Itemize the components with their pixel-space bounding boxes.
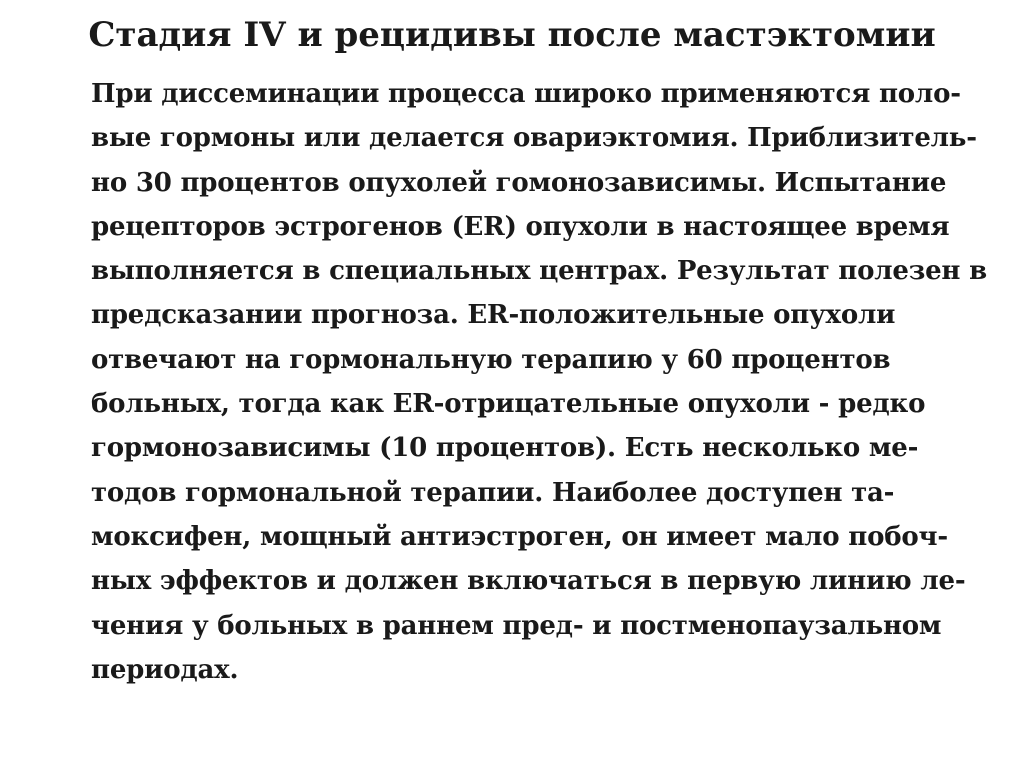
slide-body-text xyxy=(91,72,1011,692)
text-line: При диссеминации процесса широко применяются поло- xyxy=(91,79,961,109)
text-line: больных, тогда как ER-отрицательные опухоли - редко xyxy=(91,389,926,420)
text-line: предсказании прогноза. ER-положительные опухоли xyxy=(91,300,896,331)
text-line: рецепторов эстрогенов (ER) опухоли в настоящее время xyxy=(91,211,950,242)
text-line: чения у больных в раннем пред- и постменопаузальном xyxy=(91,610,942,641)
text-line: отвечают на гормональную терапию у 60 процентов xyxy=(91,344,891,375)
text-line: но 30 процентов опухолей гомонозависимы. Испытание xyxy=(91,167,947,198)
slide-title: Стадия IV и рецидивы после мастэктомии xyxy=(88,15,936,55)
text-line: вые гормоны или делается овариэктомия. Приблизитель- xyxy=(91,123,977,154)
text-line: выполняется в специальных центрах. Результат полезен в xyxy=(91,256,987,287)
text-line: ных эффектов и должен включаться в первую линию ле- xyxy=(91,566,966,597)
text-line: периодах. xyxy=(91,654,239,685)
text-line: тодов гормональной терапии. Наиболее доступен та- xyxy=(91,477,895,508)
text-line: моксифен, мощный антиэстроген, он имеет мало побоч- xyxy=(91,521,948,552)
text-line: гормонозависимы (10 процентов). Есть несколько ме- xyxy=(91,433,919,464)
